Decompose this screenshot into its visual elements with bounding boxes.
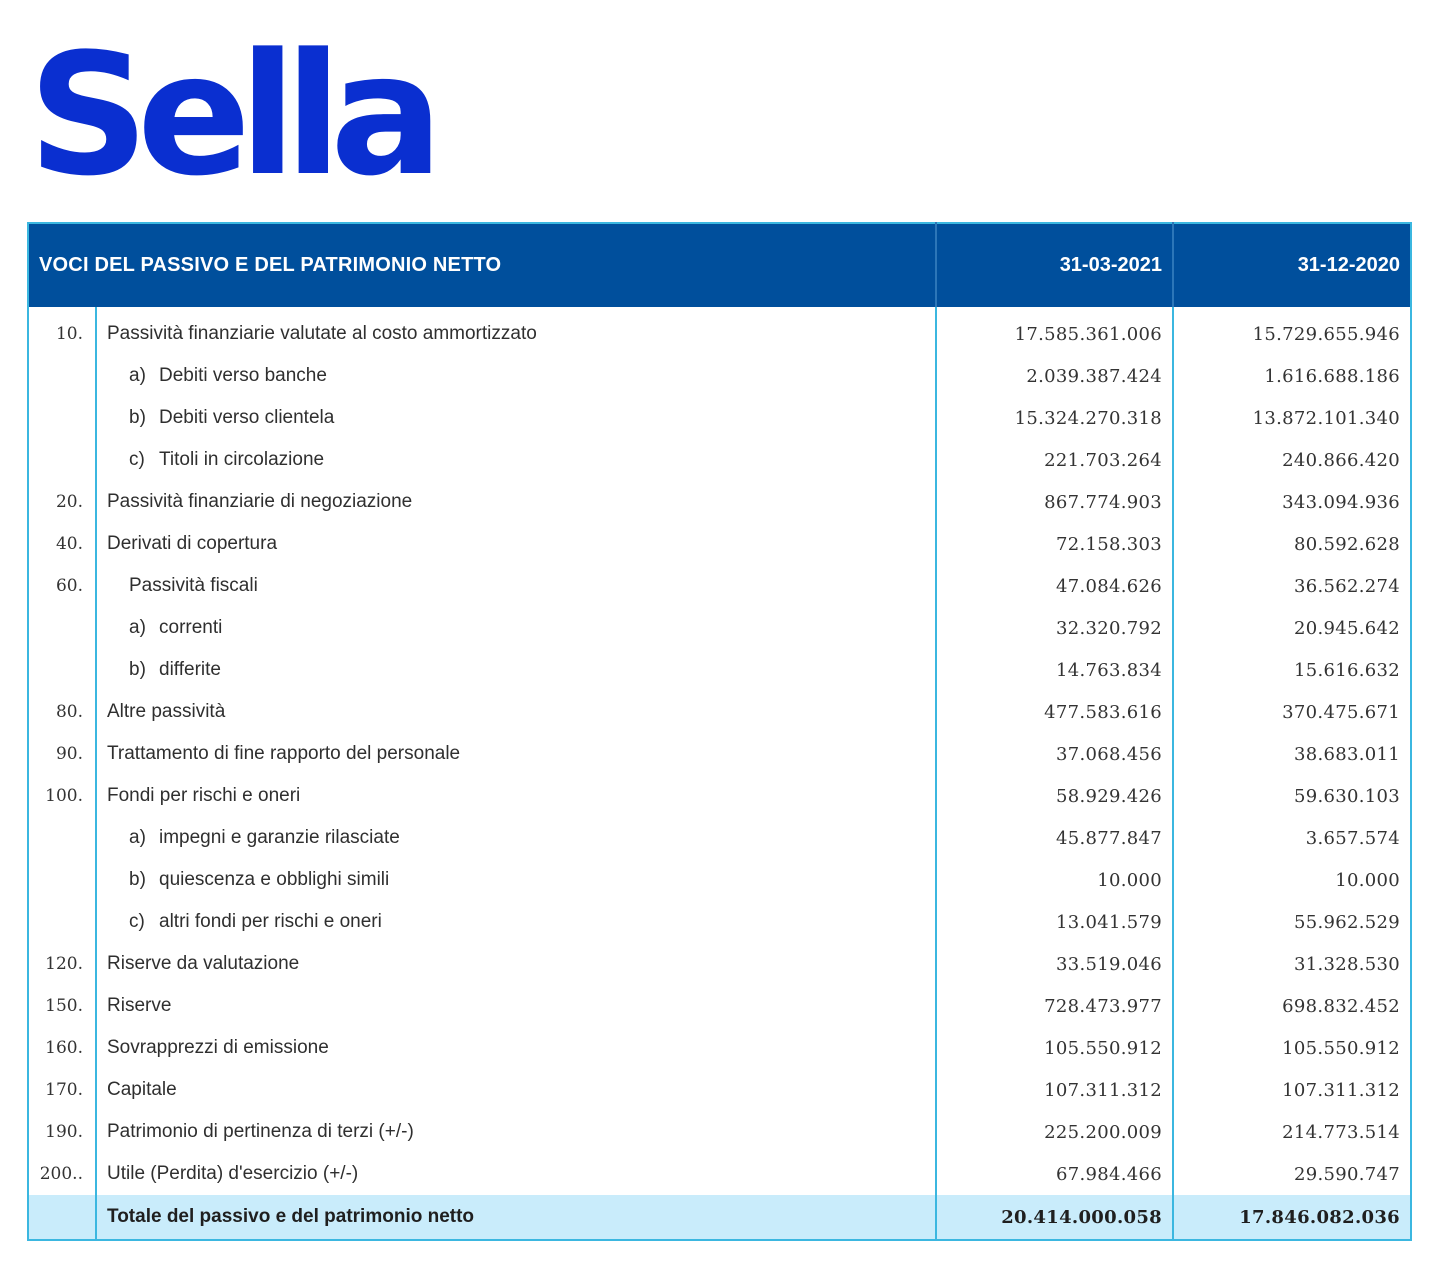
- row-number: 200..: [28, 1153, 96, 1195]
- row-label: Passività finanziarie di negoziazione: [107, 491, 413, 512]
- row-number: [28, 355, 96, 397]
- row-label-cell: [96, 985, 936, 1027]
- value-2020: 105.550.912: [1282, 1037, 1400, 1059]
- row-label-cell: [96, 1069, 936, 1111]
- value-2021: 14.763.834: [936, 649, 1173, 691]
- table-row: [28, 523, 1411, 565]
- value-2021: 58.929.426: [936, 775, 1173, 817]
- value-2021: 17.585.361.006: [936, 307, 1173, 355]
- row-label: Capitale: [107, 1079, 177, 1100]
- value-2021: 37.068.456: [936, 733, 1173, 775]
- value-2021: 105.550.912: [936, 1027, 1173, 1069]
- row-number: [28, 901, 96, 943]
- table-row: [28, 481, 1411, 523]
- table-row: [28, 649, 1411, 691]
- value-2021: 13.041.579: [936, 901, 1173, 943]
- row-label: impegni e garanzie rilasciate: [159, 827, 400, 848]
- value-2020: 343.094.936: [1282, 491, 1400, 513]
- row-number: [28, 439, 96, 481]
- sub-item-letter: b): [129, 659, 146, 680]
- row-label: Debiti verso clientela: [159, 407, 335, 428]
- row-label-cell: [96, 943, 936, 985]
- value-2021: 72.158.303: [936, 523, 1173, 565]
- value-2020: 13.872.101.340: [1252, 407, 1400, 429]
- table-header-row: [28, 223, 1411, 307]
- table-row: [28, 943, 1411, 985]
- row-label: altri fondi per rischi e oneri: [159, 911, 382, 932]
- sub-item-letter: b): [129, 869, 146, 890]
- value-2020: 29.590.747: [1293, 1163, 1400, 1185]
- sub-item-letter: c): [129, 449, 145, 470]
- row-number: [28, 607, 96, 649]
- row-label-cell: [96, 439, 936, 481]
- row-label: Sovrapprezzi di emissione: [107, 1037, 329, 1058]
- row-label-cell: [96, 355, 936, 397]
- row-label: Riserve: [107, 995, 172, 1016]
- row-number: [28, 397, 96, 439]
- row-label-cell: [96, 397, 936, 439]
- row-label-cell: [96, 775, 936, 817]
- row-number: 90.: [28, 733, 96, 775]
- balance-sheet-table: [27, 222, 1412, 1241]
- sub-item-letter: a): [129, 365, 146, 386]
- value-2020: 240.866.420: [1282, 449, 1400, 471]
- value-2021: 477.583.616: [936, 691, 1173, 733]
- table-row: [28, 859, 1411, 901]
- table-row: [28, 775, 1411, 817]
- table-row: [28, 355, 1411, 397]
- row-number: 190.: [28, 1111, 96, 1153]
- row-label: Utile (Perdita) d'esercizio (+/-): [107, 1163, 359, 1184]
- value-2020: 80.592.628: [1293, 533, 1400, 555]
- value-2021: 728.473.977: [936, 985, 1173, 1027]
- row-label-cell: [96, 1153, 936, 1195]
- sub-item-letter: a): [129, 617, 146, 638]
- row-number: 80.: [28, 691, 96, 733]
- value-2021: 45.877.847: [936, 817, 1173, 859]
- value-2020: 36.562.274: [1293, 575, 1400, 597]
- sub-item-letter: b): [129, 407, 146, 428]
- value-2020: 1.616.688.186: [1264, 365, 1400, 387]
- row-label: differite: [159, 659, 221, 680]
- row-label: Altre passività: [107, 701, 226, 722]
- total-num-cell: [28, 1195, 96, 1240]
- value-2020: 370.475.671: [1282, 701, 1400, 723]
- total-label: Totale del passivo e del patrimonio netto: [96, 1195, 936, 1240]
- row-label-cell: [96, 733, 936, 775]
- row-number: 170.: [28, 1069, 96, 1111]
- table-row: [28, 565, 1411, 607]
- value-2020: 214.773.514: [1282, 1121, 1400, 1143]
- row-label-cell: [96, 607, 936, 649]
- row-label: Derivati di copertura: [107, 533, 278, 554]
- value-2021: 32.320.792: [936, 607, 1173, 649]
- value-2021: 15.324.270.318: [936, 397, 1173, 439]
- value-2021: 867.774.903: [936, 481, 1173, 523]
- row-label-cell: [96, 691, 936, 733]
- row-label-cell: [96, 481, 936, 523]
- value-2020: 31.328.530: [1293, 953, 1400, 975]
- row-number: 150.: [28, 985, 96, 1027]
- row-label: correnti: [159, 617, 223, 638]
- table-row: [28, 901, 1411, 943]
- table-row: [28, 307, 1411, 355]
- table-row: [28, 733, 1411, 775]
- row-label: Fondi per rischi e oneri: [107, 785, 301, 806]
- value-2020: 55.962.529: [1293, 911, 1400, 933]
- table-row: [28, 985, 1411, 1027]
- row-label-cell: [96, 307, 936, 355]
- value-2020: 15.616.632: [1293, 659, 1400, 681]
- row-label-cell: [96, 859, 936, 901]
- row-number: [28, 817, 96, 859]
- table-row: [28, 817, 1411, 859]
- table-row: [28, 439, 1411, 481]
- row-label: Riserve da valutazione: [107, 953, 300, 974]
- table-row: [28, 607, 1411, 649]
- table-body: [28, 307, 1411, 1240]
- row-label-cell: [96, 649, 936, 691]
- total-row: [28, 1195, 1411, 1240]
- table-title: VOCI DEL PASSIVO E DEL PATRIMONIO NETTO: [28, 223, 936, 307]
- row-label: Patrimonio di pertinenza di terzi (+/-): [107, 1121, 414, 1142]
- table-row: [28, 397, 1411, 439]
- row-number: 120.: [28, 943, 96, 985]
- row-number: 100.: [28, 775, 96, 817]
- row-number: 160.: [28, 1027, 96, 1069]
- row-label-cell: [96, 1027, 936, 1069]
- row-label: Titoli in circolazione: [159, 449, 325, 470]
- table-row: [28, 1111, 1411, 1153]
- row-label-cell: [96, 817, 936, 859]
- table-row: [28, 691, 1411, 733]
- value-2020: 59.630.103: [1293, 785, 1400, 807]
- value-2021: 33.519.046: [936, 943, 1173, 985]
- table-row: [28, 1027, 1411, 1069]
- value-2020: 698.832.452: [1282, 995, 1400, 1017]
- row-label: Passività fiscali: [129, 575, 258, 596]
- value-2020: 20.945.642: [1293, 617, 1400, 639]
- value-2020: 15.729.655.946: [1252, 323, 1400, 345]
- row-label-cell: [96, 523, 936, 565]
- row-number: 20.: [28, 481, 96, 523]
- value-2021: 10.000: [936, 859, 1173, 901]
- column-header-2021: 31-03-2021: [936, 223, 1173, 307]
- row-label-cell: [96, 565, 936, 607]
- value-2020: 38.683.011: [1293, 743, 1400, 765]
- row-number: 10.: [28, 307, 96, 355]
- row-label-cell: [96, 901, 936, 943]
- sub-item-letter: c): [129, 911, 145, 932]
- value-2021: 107.311.312: [936, 1069, 1173, 1111]
- row-number: [28, 859, 96, 901]
- value-2021: 221.703.264: [936, 439, 1173, 481]
- value-2021: 2.039.387.424: [936, 355, 1173, 397]
- table-row: [28, 1153, 1411, 1195]
- table-row: [28, 1069, 1411, 1111]
- column-header-2020: 31-12-2020: [1297, 254, 1400, 276]
- row-label: Trattamento di fine rapporto del personale: [107, 743, 461, 764]
- value-2020: 107.311.312: [1282, 1079, 1400, 1101]
- total-value-2020: 17.846.082.036: [1173, 1195, 1411, 1240]
- row-label: Debiti verso banche: [159, 365, 327, 386]
- value-2020: 10.000: [1335, 869, 1400, 891]
- row-label-cell: [96, 1111, 936, 1153]
- value-2021: 47.084.626: [936, 565, 1173, 607]
- row-number: [28, 649, 96, 691]
- row-label: quiescenza e obblighi simili: [159, 869, 390, 890]
- sub-item-letter: a): [129, 827, 146, 848]
- value-2020: 3.657.574: [1305, 827, 1400, 849]
- value-2021: 225.200.009: [936, 1111, 1173, 1153]
- row-label: Passività finanziarie valutate al costo ammortizzato: [107, 323, 537, 344]
- value-2021: 67.984.466: [936, 1153, 1173, 1195]
- row-number: 40.: [28, 523, 96, 565]
- total-value-2021: 20.414.000.058: [936, 1195, 1173, 1240]
- sella-logo: Sella: [28, 17, 432, 213]
- row-number: 60.: [28, 565, 96, 607]
